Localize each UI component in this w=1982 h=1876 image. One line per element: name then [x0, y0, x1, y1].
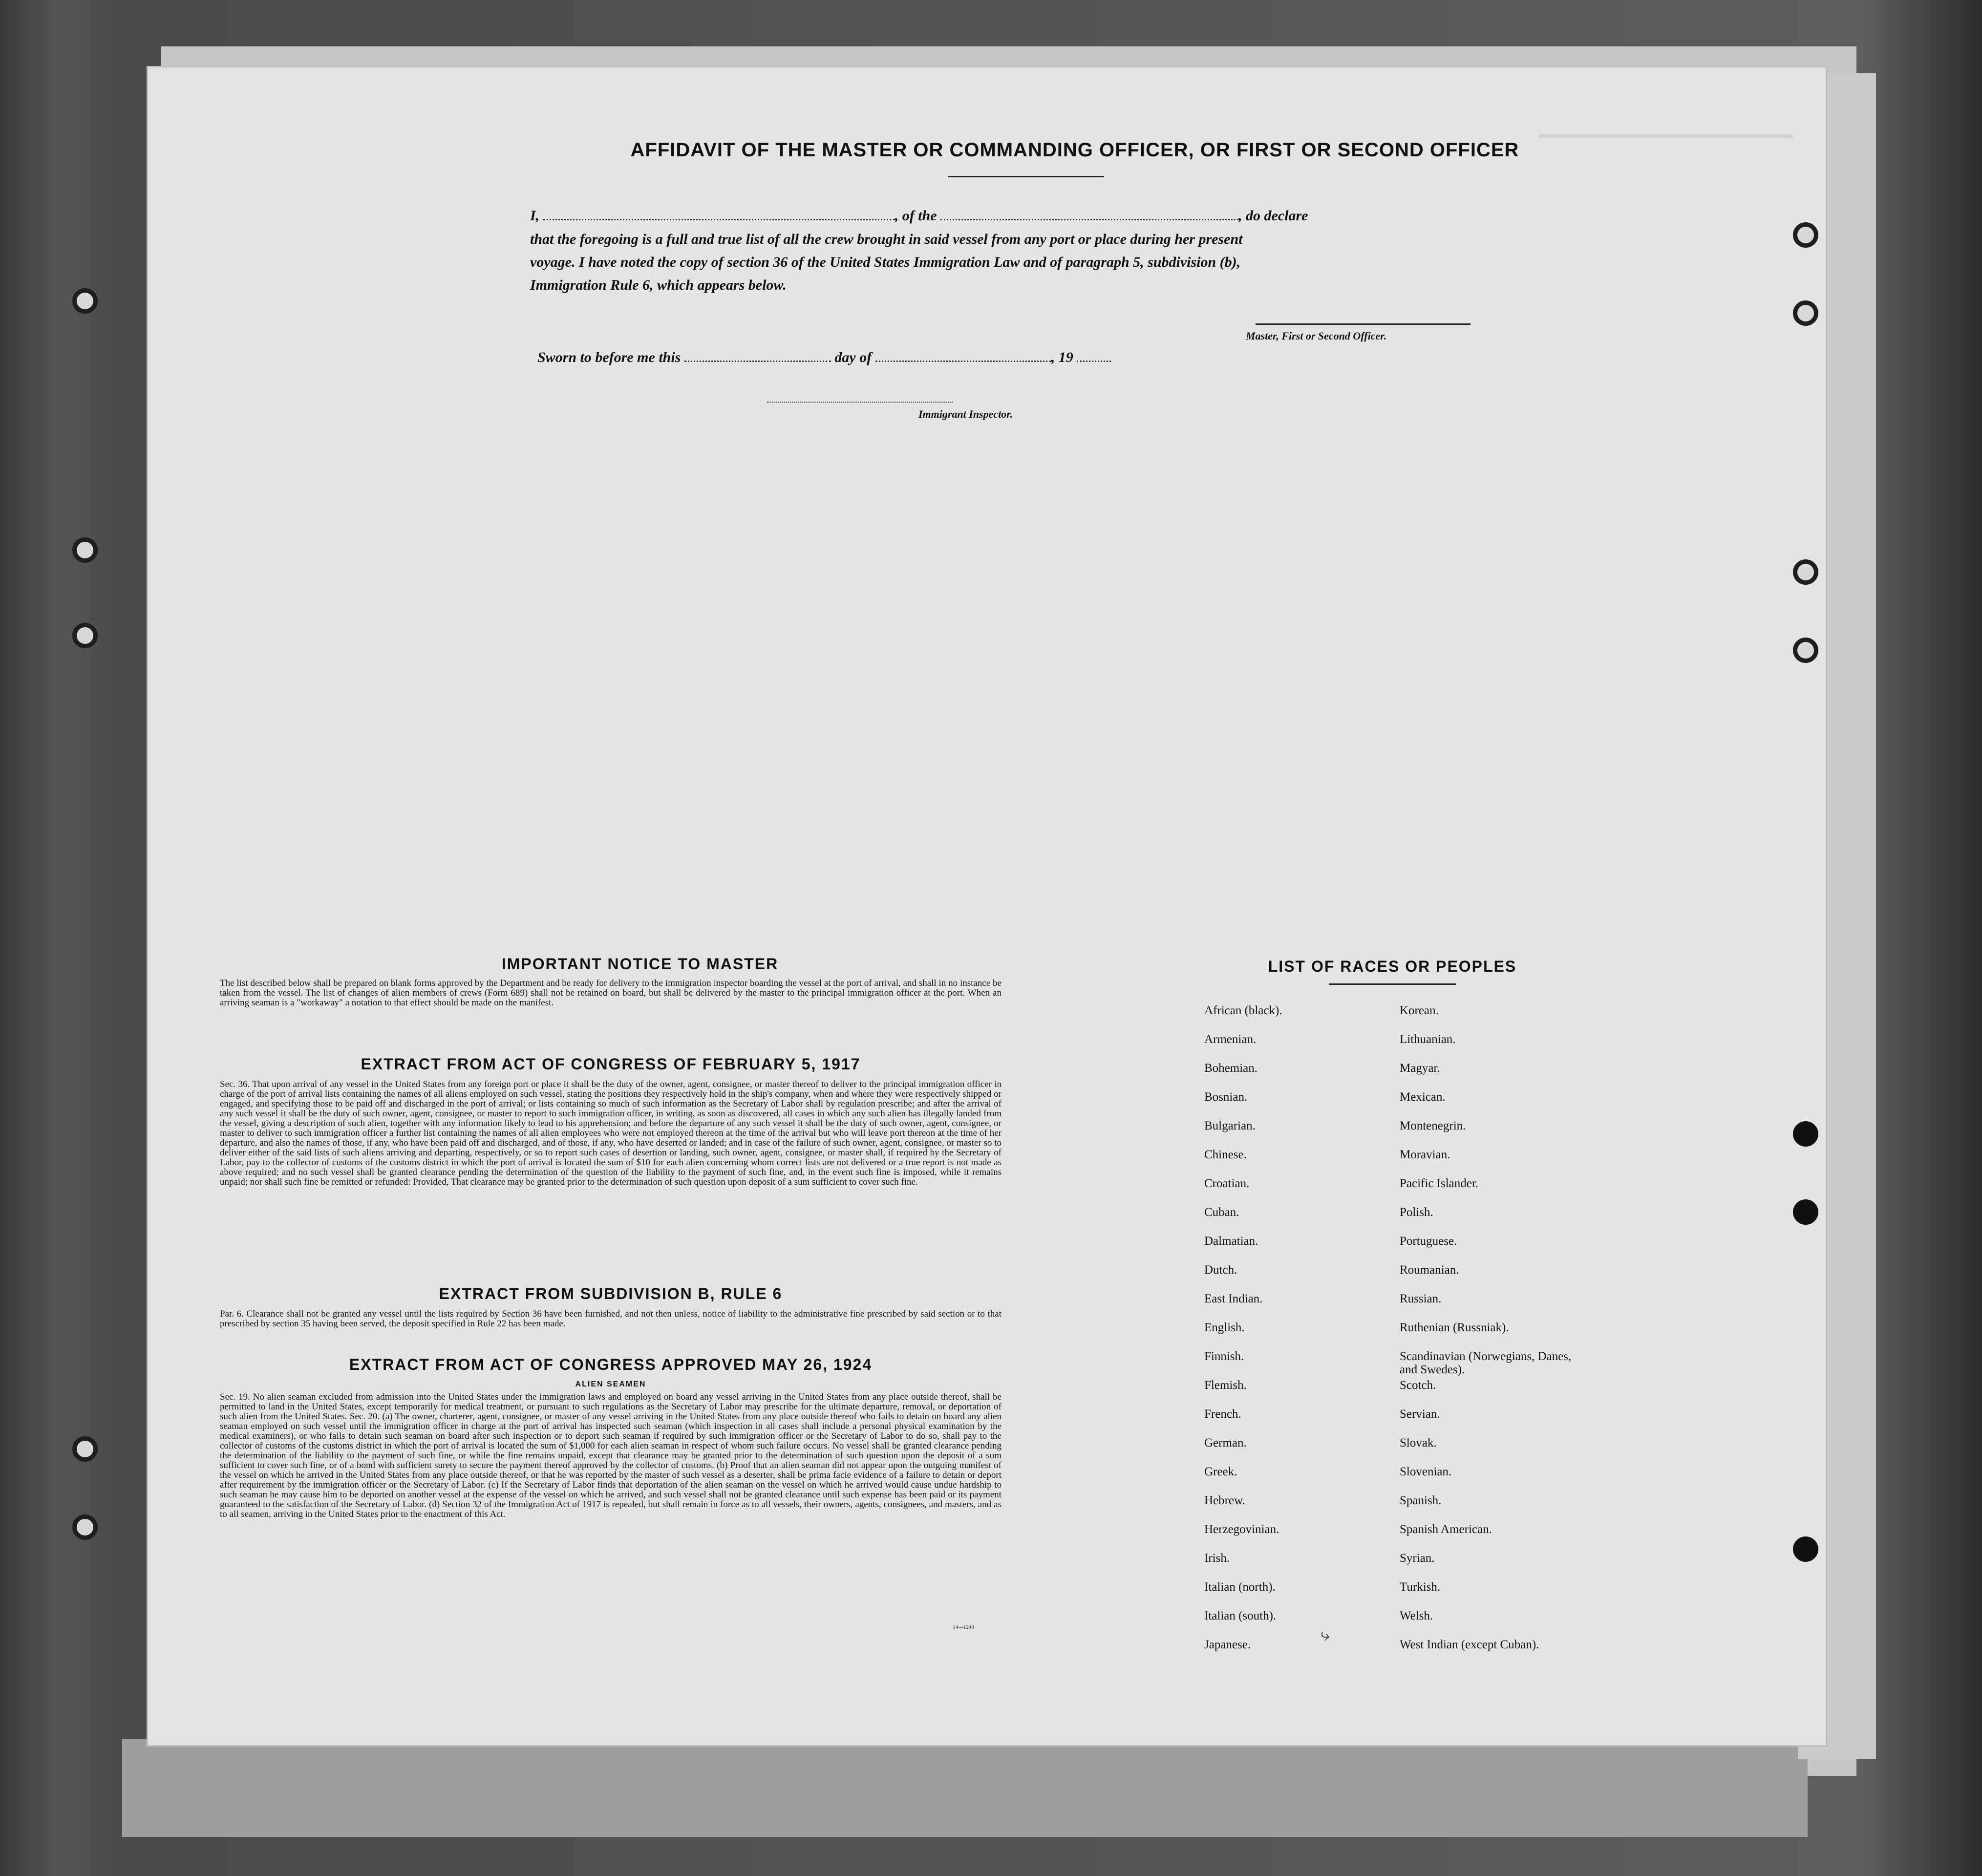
- race-item: Croatian.: [1204, 1177, 1250, 1190]
- race-item: Syrian.: [1400, 1552, 1435, 1565]
- race-item: Montenegrin.: [1400, 1119, 1466, 1132]
- race-item: Scotch.: [1400, 1379, 1436, 1392]
- race-item: Dalmatian.: [1204, 1235, 1258, 1248]
- race-item: Cuban.: [1204, 1206, 1239, 1219]
- race-item: Russian.: [1400, 1292, 1442, 1305]
- race-item: Bohemian.: [1204, 1062, 1258, 1075]
- binder-hole: [72, 537, 98, 563]
- race-item: German.: [1204, 1436, 1247, 1450]
- race-item: Hebrew.: [1204, 1494, 1245, 1507]
- binder-hole: [72, 288, 98, 314]
- master-signature-label: Master, First or Second Officer.: [1246, 330, 1387, 342]
- extract-1924-text: Sec. 19. No alien seaman excluded from admission into the United States under the immigration laws and employed on board any vessel arriving in the United States from any place outside thereof, shall be permitted to land in the United States, except temporarily for medical treatment, or pursuant to such regulations as the Secretary of Labor may prescribe for the ultimate departure, removal, or deportation of such alien from the United States. Sec. 20. (a) The owner, charterer, agent, consignee, or master of any vessel arriving in the United States from any place outside thereof who fails to detain on board any alien seaman employed on such vessel until the immigration officer in charge at the port of arrival has inspected such seaman (which inspection in all cases shall include a personal physical examination by the medical examiners), or who fails to detain such seaman on board after such inspection or to deport such seaman if required by such immigration officer or the Secretary of Labor to do so, shall pay to the collector of customs of the customs district in which the port of arrival is located the sum of $1,000 for each alien seaman in respect of whom such failure occurs. No vessel shall be granted clearance pending the determination of the liability to the payment of such fine, or while the fine remains unpaid, except that clearance may be granted prior to the determination of such question upon the deposit of a sum sufficient to cover such fine, or of a bond with sufficient surety to secure the payment thereof approved by the collector of customs. (b) Proof that an alien seaman did not appear upon the outgoing manifest of the vessel on which he arrived in the United States from any place outside thereof, or that he was reported by the master of such vessel as a deserter, shall be prima facie evidence of a failure to detain or deport after requirement by the immigration officer or the Secretary of Labor. (c) If the Secretary of Labor finds that deportation of the alien seaman on the vessel on which he arrived would cause undue hardship to such seaman he may cause him to be deported on another vessel at the expense of the vessel on which he arrived, and such vessel shall not be granted clearance until such expense has been paid or its payment guaranteed to the satisfaction of the Secretary of Labor. (d) Section 32 of the Immigration Act of 1917 is repealed, but shall remain in force as to all vessels, their owners, agents, consignees, and masters, and as to all seamen, arriving in the United States prior to the enactment of this Act.: [220, 1392, 1002, 1519]
- binder-hole: [1793, 1121, 1818, 1147]
- race-item: East Indian.: [1204, 1292, 1263, 1305]
- underlying-sheet-bottom: [122, 1739, 1808, 1837]
- races-title-underline: [1329, 983, 1456, 985]
- races-left-column: [1204, 1004, 1282, 1667]
- race-item: Mexican.: [1400, 1090, 1446, 1104]
- master-signature-line[interactable]: [1256, 323, 1471, 325]
- alien-seamen-subtitle: ALIEN SEAMEN: [575, 1380, 646, 1388]
- form-number: 14—1240: [953, 1624, 974, 1630]
- race-item: Italian (north).: [1204, 1580, 1276, 1594]
- race-item: Spanish American.: [1400, 1523, 1492, 1536]
- race-item: Scandinavian (Norwegians, Danes, and Swedes).: [1400, 1350, 1572, 1376]
- sworn-line: [537, 349, 1111, 366]
- binder-hole: [72, 1436, 98, 1462]
- race-item: Welsh.: [1400, 1609, 1433, 1622]
- binder-hole: [1793, 300, 1818, 326]
- vessel-name-field[interactable]: [940, 219, 1238, 220]
- manifest-page: [147, 66, 1827, 1747]
- race-item: Roumanian.: [1400, 1263, 1459, 1277]
- inspector-signature-line[interactable]: [767, 401, 953, 403]
- race-item: African (black).: [1204, 1004, 1282, 1017]
- race-item: Ruthenian (Russniak).: [1400, 1321, 1509, 1334]
- race-item: Polish.: [1400, 1206, 1433, 1219]
- race-item: Bosnian.: [1204, 1090, 1248, 1104]
- race-item: Turkish.: [1400, 1580, 1441, 1594]
- race-item: Armenian.: [1204, 1033, 1257, 1046]
- affidavit-line-1: [530, 208, 1308, 224]
- extract-1924-title: EXTRACT FROM ACT OF CONGRESS APPROVED MAY 26, 1924: [349, 1356, 873, 1373]
- race-item: Chinese.: [1204, 1148, 1247, 1161]
- race-item: Korean.: [1400, 1004, 1439, 1017]
- binder-hole: [1793, 1199, 1818, 1225]
- affidavit-i: I,: [530, 208, 540, 224]
- day-of-text: day of: [834, 349, 872, 365]
- affidavit-line-3: voyage. I have noted the copy of section 36 of the United States Immigration Law and of paragraph 5, subdivision (b),: [530, 254, 1241, 270]
- race-item: Spanish.: [1400, 1494, 1442, 1507]
- binder-hole: [1793, 222, 1818, 248]
- binder-hole: [72, 1514, 98, 1540]
- race-item: Japanese.: [1204, 1638, 1251, 1651]
- race-item: West Indian (except Cuban).: [1400, 1638, 1539, 1651]
- inspector-label: Immigrant Inspector.: [918, 408, 1013, 420]
- handwritten-mark: ⤷: [1319, 1625, 1329, 1644]
- race-item: Portuguese.: [1400, 1235, 1457, 1248]
- binder-hole: [72, 623, 98, 648]
- race-item: Italian (south).: [1204, 1609, 1277, 1622]
- race-item: Servian.: [1400, 1407, 1440, 1421]
- extract-rule6-title: EXTRACT FROM SUBDIVISION B, RULE 6: [439, 1285, 783, 1302]
- races-right-column: [1400, 1004, 1576, 1667]
- race-item: Finnish.: [1204, 1350, 1244, 1363]
- year-text: , 19: [1051, 349, 1073, 365]
- affidavit-title: AFFIDAVIT OF THE MASTER OR COMMANDING OFFICER, OR FIRST OR SECOND OFFICER: [630, 139, 1519, 161]
- race-item: Flemish.: [1204, 1379, 1247, 1392]
- race-item: Slovak.: [1400, 1436, 1437, 1450]
- sworn-year-field[interactable]: [1077, 361, 1111, 362]
- affidavit-do-declare: , do declare: [1238, 208, 1308, 224]
- races-title: LIST OF RACES OR PEOPLES: [1268, 958, 1517, 975]
- binder-hole: [1793, 638, 1818, 663]
- race-item: Slovenian.: [1400, 1465, 1452, 1478]
- race-item: French.: [1204, 1407, 1241, 1421]
- sworn-month-field[interactable]: [875, 361, 1051, 362]
- race-item: Lithuanian.: [1400, 1033, 1456, 1046]
- race-item: Irish.: [1204, 1552, 1230, 1565]
- race-item: Magyar.: [1400, 1062, 1440, 1075]
- affidavit-line-4: Immigration Rule 6, which appears below.: [530, 277, 787, 293]
- race-item: Herzegovinian.: [1204, 1523, 1279, 1536]
- affidavit-of-the: , of the: [895, 208, 937, 224]
- extract-1917-title: EXTRACT FROM ACT OF CONGRESS OF FEBRUARY 5, 1917: [361, 1055, 861, 1073]
- race-item: Bulgarian.: [1204, 1119, 1256, 1132]
- sworn-text: Sworn to before me this: [537, 349, 681, 365]
- binder-hole: [1793, 1536, 1818, 1562]
- race-item: Dutch.: [1204, 1263, 1237, 1277]
- bleed-through-rule: [1539, 134, 1793, 138]
- race-item: English.: [1204, 1321, 1245, 1334]
- notice-text: The list described below shall be prepared on blank forms approved by the Department and be ready for delivery to the immigration inspector boarding the vessel at the port of arrival, and shall in no instance be taken from the vessel. The list of changes of alien members of crews (Form 689) shall not be retained on board, but shall be delivered by the master to the principal immigration officer at the port. When an arriving seaman is a "workaway" a notation to that effect should be made on the manifest.: [220, 978, 1002, 1008]
- notice-title: IMPORTANT NOTICE TO MASTER: [501, 955, 779, 973]
- binder-hole: [1793, 559, 1818, 585]
- officer-name-field[interactable]: [543, 219, 895, 220]
- race-item: Moravian.: [1400, 1148, 1450, 1161]
- race-item: Pacific Islander.: [1400, 1177, 1479, 1190]
- race-item: Greek.: [1204, 1465, 1237, 1478]
- extract-rule6-text: Par. 6. Clearance shall not be granted any vessel until the lists required by Section 36 have been furnished, and not then unless, notice of liability to the administrative fine prescribed by said section or to that prescribed by section 35 having been served, the deposit specified in Rule 22 has been made.: [220, 1309, 1002, 1329]
- title-underline: [948, 176, 1104, 177]
- extract-1917-text: Sec. 36. That upon arrival of any vessel in the United States from any foreign port or place it shall be the duty of the owner, agent, consignee, or master thereof to deliver to the principal immigration officer in charge of the port of arrival lists containing the names of all aliens employed on such vessel, stating the positions they respectively hold in the ship's company, when and where they were respectively shipped or engaged, and specifying those to be paid off and discharged in the port of arrival; or lists containing so much of such information as the Secretary of Labor shall by regulation prescribe; and after the arrival of any such vessel it shall be the duty of such owner, agent, consignee, or master to report to such immigration officer, in writing, as soon as discovered, all cases in which any such alien has illegally landed from the vessel, giving a description of such alien, together with any information likely to lead to his apprehension; and before the departure of any such vessel it shall be the duty of such owner, agent, consignee, or master to deliver to such immigration officer a further list containing the names of all alien employees who were not employed thereon at the time of the arrival but who will leave port thereon at the time of her departure, and also the names of those, if any, who have been paid off and discharged, and of those, if any, who have deserted or landed; and in case of the failure of such owner, agent, consignee, or master so to deliver either of the said lists of such aliens arriving and departing, respectively, or so to report such cases of desertion or landing, such owner, agent, consignee, or master shall, if required by the Secretary of Labor, pay to the collector of customs of the customs district in which the port of arrival is located the sum of $10 for each alien concerning whom correct lists are not delivered or a true report is not made as above required; and no such vessel shall be granted clearance pending the determination of the question of the liability to the payment of such fine, and, in the event such fine is imposed, while it remains unpaid; nor shall such fine be remitted or refunded: Provided, That clearance may be granted prior to the determination of such question upon deposit of a sum sufficient to cover such fine.: [220, 1079, 1002, 1187]
- affidavit-line-2: that the foregoing is a full and true list of all the crew brought in said vessel from any port or place during her present: [530, 231, 1243, 247]
- sworn-day-field[interactable]: [684, 361, 831, 362]
